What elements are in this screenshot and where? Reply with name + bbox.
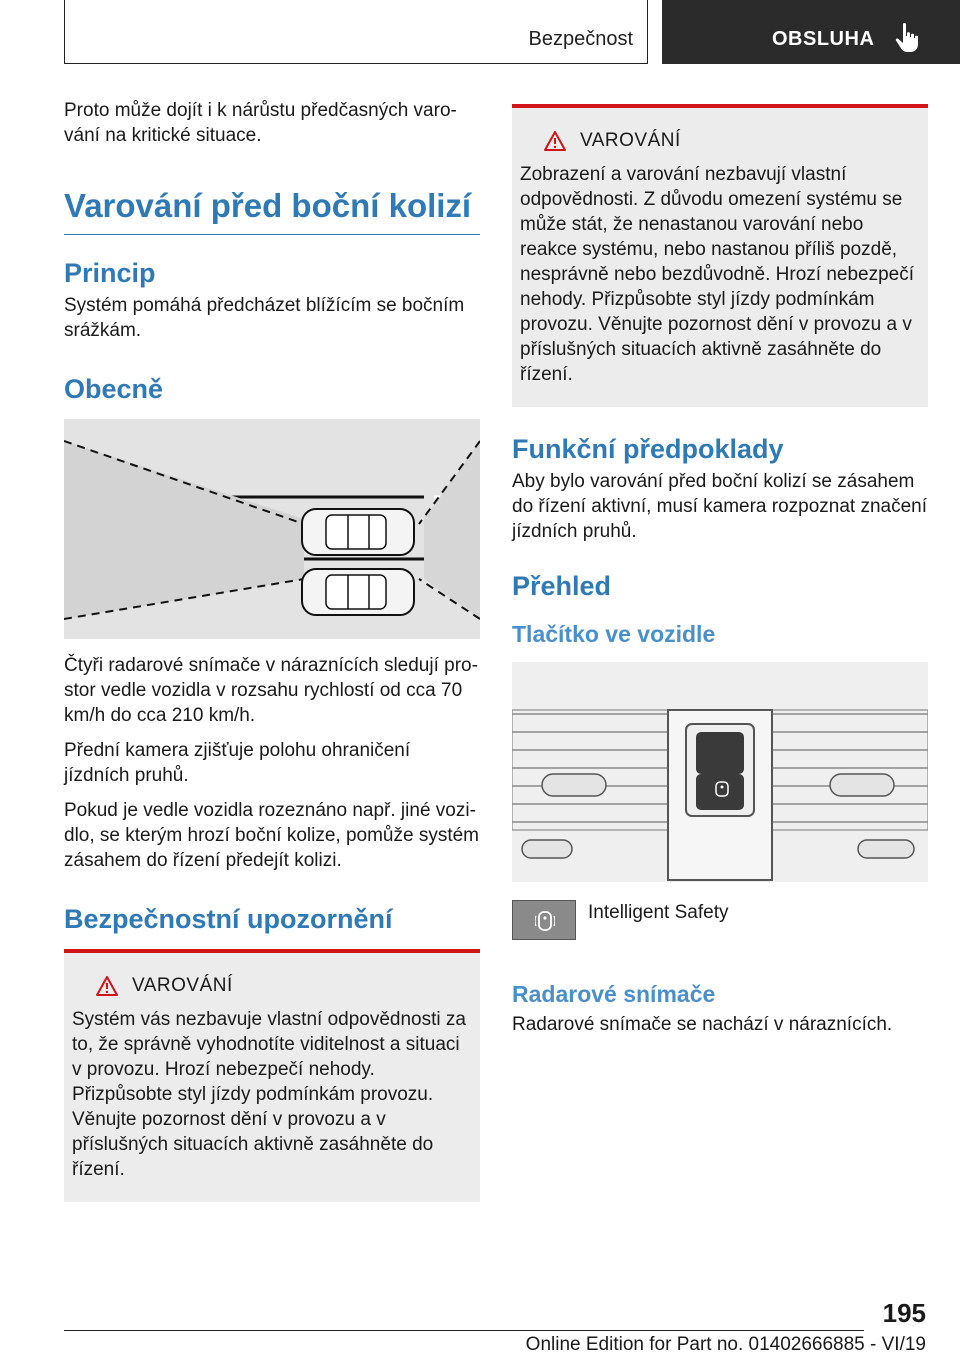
footer-edition: Online Edition for Part no. 01402666885 - VI/19: [525, 1334, 926, 1355]
warning-title-left: VAROVÁNÍ: [132, 975, 233, 996]
button-legend: [512, 900, 928, 940]
radar-text: Radarové snímače se nachází v náraznících.: [512, 1014, 893, 1035]
warning-box-left: [64, 949, 480, 1202]
camera-paragraph: Přední kamera zjišťuje polohu ohraničení jízdních pruhů.: [64, 740, 411, 786]
prerequisites-heading: Funkční předpoklady: [512, 434, 784, 464]
warning-title-right: VAROVÁNÍ: [580, 130, 681, 151]
sensors-paragraph: Čtyři radarové snímače v náraznících sledují prostor vedle vozidla v rozsahu rychlostí od cca 70 km/h do cca 210 km/h.: [64, 655, 478, 726]
safety-heading: Bezpečnostní upozornění: [64, 904, 393, 934]
hand-pointer-icon: [894, 22, 920, 54]
warning-text-right: Zobrazení a varování nezbavují vlastní odpovědnosti. Z důvodu omezení systému se může stát, že nenastanou varování nebo reakce systému, nebo nastanou příliš pozdě, nesprávně nebo bezdůvodně. Hrozí nebezpečí nehody. Přizpůsobte styl jízdy podmínkám provozu. Věnujte pozornost dění v provozu a v příslušných situacích aktivně zasáhněte do řízení.: [520, 164, 914, 385]
intelligent-safety-label: Intelligent Safety: [588, 902, 729, 923]
footer-rule: [64, 1330, 864, 1331]
warning-triangle-icon: [544, 131, 566, 151]
chapter-title: Varování před boční kolizí: [64, 186, 480, 235]
left-column: [64, 98, 480, 1202]
warning-triangle-icon: [96, 976, 118, 996]
warning-header-right: [544, 130, 920, 152]
intelligent-safety-button: [512, 900, 576, 940]
principle-heading: Princip: [64, 258, 156, 288]
principle-text: Systém pomáhá předcházet blížícím se bočním srážkám.: [64, 295, 465, 341]
warning-text-left: Systém vás nezbavuje vlastní odpovědnosti za to, že správně vyhodnotíte viditelnost a situaci v provozu. Hrozí nebezpečí nehody. Přizpůsobte styl jízdy podmínkám provozu. Věnujte pozornost dění v provozu a v příslušných situacích aktivně zasáhněte do řízení.: [72, 1009, 466, 1180]
button-figure: [512, 662, 928, 882]
general-heading: Obecně: [64, 374, 164, 404]
header-chapter-label: OBSLUHA: [772, 28, 875, 50]
page-header: [0, 0, 960, 66]
right-column: [512, 104, 928, 1047]
header-section-box: [64, 0, 648, 64]
button-heading: Tlačítko ve vozidle: [512, 621, 716, 647]
vehicle-button-panel-illustration: [512, 662, 928, 882]
radar-heading: Radarové snímače: [512, 981, 716, 1007]
prerequisites-text: Aby bylo varování před boční kolizí se zásahem do řízení aktivní, musí kamera rozpoznat značení jízdních pruhů.: [512, 471, 928, 542]
radar-coverage-figure: [64, 419, 480, 639]
warning-header-left: [96, 975, 472, 997]
header-section-label: Bezpečnost: [528, 28, 633, 50]
overview-heading: Přehled: [512, 571, 612, 601]
collision-paragraph: Pokud je vedle vozidla rozeznáno např. jiné vozidlo, se kterým hrozí boční kolize, pomůže systém zásahem do řízení předejít kolizi.: [64, 800, 479, 871]
header-chapter-tab: [662, 0, 960, 64]
radar-sensor-coverage-diagram: [64, 419, 480, 639]
page-number: 195: [882, 1298, 926, 1328]
intelligent-safety-icon: [535, 910, 555, 932]
intro-paragraph: Proto může dojít i k nárůstu předčasných varování na kritické situace.: [64, 100, 457, 146]
warning-box-right: [512, 104, 928, 407]
